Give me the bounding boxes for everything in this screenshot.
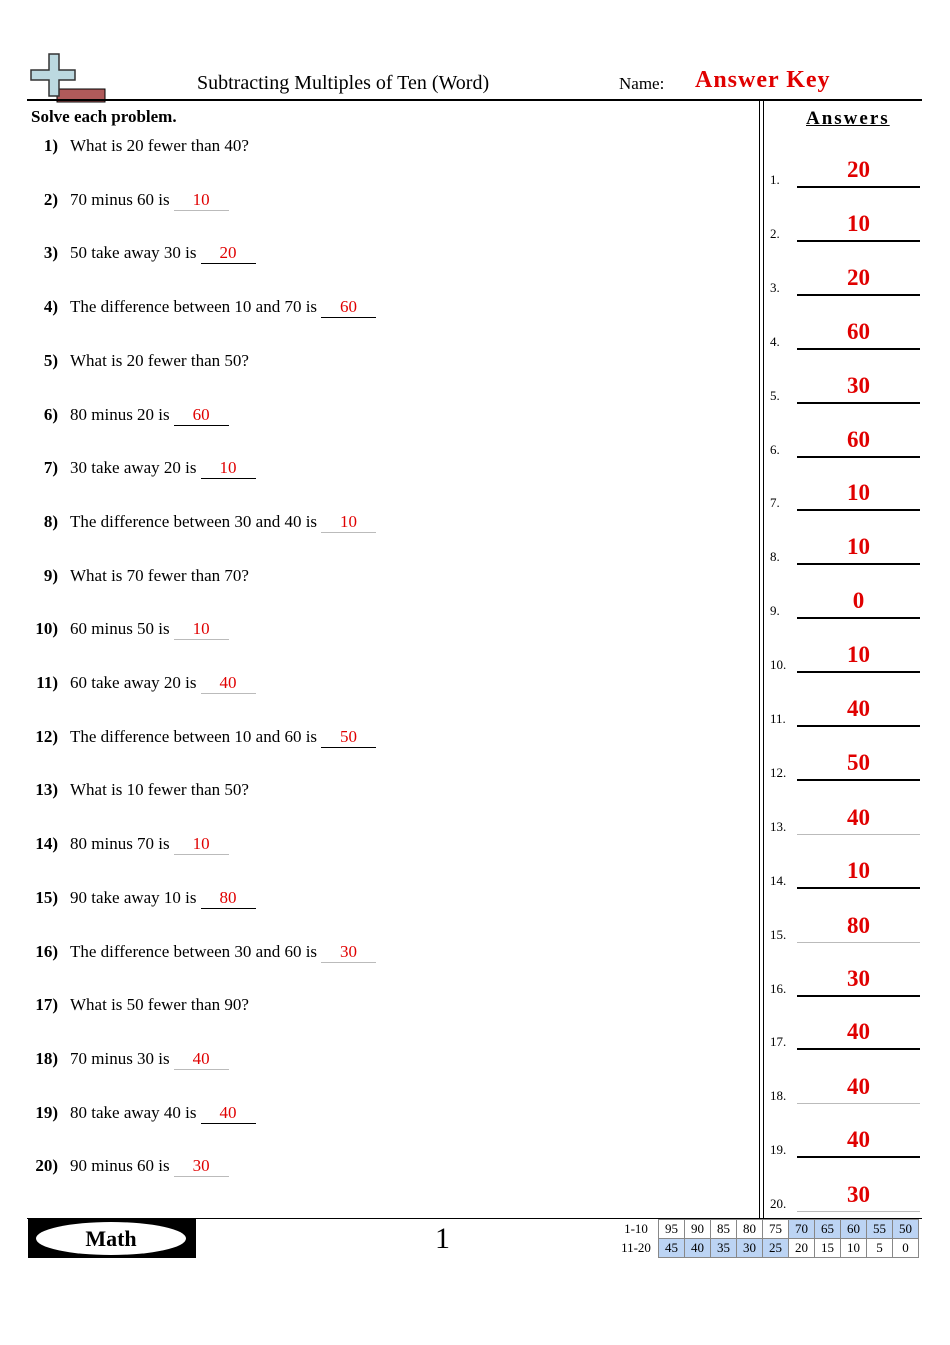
answer-number: 1.	[770, 172, 780, 187]
question-row	[30, 995, 249, 1021]
question-text: 60 minus 50 is	[70, 619, 170, 639]
answer-value[interactable]: 50	[797, 749, 920, 781]
score-cell: 75	[763, 1220, 789, 1239]
question-number: 19)	[35, 1102, 58, 1122]
answer-value[interactable]: 10	[797, 479, 920, 511]
question-number: 4)	[43, 297, 58, 317]
question-text: What is 20 fewer than 50?	[70, 350, 249, 370]
answer-row	[770, 805, 920, 835]
score-cell: 35	[711, 1239, 737, 1258]
answer-blank[interactable]: 10	[174, 834, 229, 855]
score-cell: 60	[841, 1220, 867, 1239]
score-row	[614, 1220, 919, 1239]
answer-value[interactable]: 60	[797, 318, 920, 350]
answer-row	[770, 428, 920, 458]
question-number: 1)	[43, 136, 58, 155]
plus-logo-icon	[27, 52, 109, 104]
score-cell: 65	[815, 1220, 841, 1239]
question-text: 50 take away 30 is	[70, 243, 197, 263]
answer-row	[770, 751, 920, 781]
question-row	[30, 297, 376, 323]
question-row	[30, 834, 229, 860]
answers-heading: Answers	[806, 108, 890, 129]
score-cell: 80	[737, 1220, 763, 1239]
answer-value[interactable]: 10	[797, 641, 920, 673]
question-number: 11)	[36, 673, 58, 692]
answer-row	[770, 374, 920, 404]
question-text: The difference between 30 and 60 is	[70, 941, 318, 961]
question-text: What is 50 fewer than 90?	[70, 995, 249, 1015]
answer-number: 17.	[770, 1034, 787, 1050]
answer-key-label: Answer Key	[695, 67, 831, 93]
answer-number: 20.	[770, 1196, 787, 1212]
answer-blank[interactable]: 10	[174, 619, 229, 640]
answer-value[interactable]: 40	[797, 1126, 920, 1158]
answer-value[interactable]: 40	[797, 1073, 920, 1104]
score-range-label: 11-20	[621, 1240, 651, 1255]
question-row	[30, 405, 229, 431]
question-row	[30, 243, 256, 269]
answers-column-divider	[759, 101, 760, 1219]
question-text: 80 minus 20 is	[70, 404, 170, 424]
question-row	[30, 351, 249, 377]
answer-blank[interactable]: 10	[321, 512, 376, 533]
question-text: 60 take away 20 is	[70, 673, 197, 692]
score-cell: 25	[763, 1239, 789, 1258]
question-text: The difference between 30 and 40 is	[70, 511, 318, 531]
question-number: 14)	[35, 834, 58, 854]
answer-number: 19.	[770, 1142, 787, 1158]
question-text: 90 minus 60 is	[70, 1156, 170, 1176]
answer-blank[interactable]: 60	[321, 297, 376, 318]
question-row	[30, 566, 249, 592]
question-row	[30, 780, 249, 806]
answer-row	[770, 1182, 920, 1212]
question-number: 16)	[35, 941, 58, 961]
score-table	[614, 1219, 919, 1258]
question-row	[30, 1103, 256, 1129]
score-cell: 70	[789, 1220, 815, 1239]
question-text: What is 10 fewer than 50?	[70, 780, 249, 800]
question-text: The difference between 10 and 70 is	[70, 297, 318, 317]
score-cell: 0	[893, 1239, 919, 1258]
question-row	[30, 673, 256, 699]
answer-number: 5.	[770, 387, 780, 403]
answer-blank[interactable]: 40	[174, 1049, 229, 1070]
answer-blank[interactable]: 40	[201, 1103, 256, 1124]
question-text: 30 take away 20 is	[70, 458, 197, 478]
question-number: 9)	[43, 565, 58, 585]
question-text: 70 minus 60 is	[70, 189, 170, 209]
answer-row	[770, 535, 920, 565]
question-number: 5)	[43, 350, 58, 370]
score-range-label: 1-10	[624, 1221, 648, 1236]
answer-row	[770, 589, 920, 619]
answer-value[interactable]: 30	[797, 1181, 920, 1212]
question-row	[30, 1156, 229, 1182]
header-divider	[27, 99, 922, 101]
score-cell: 40	[685, 1239, 711, 1258]
question-number: 15)	[35, 887, 58, 907]
answer-row	[770, 967, 920, 997]
question-row	[30, 1049, 229, 1075]
question-number: 10)	[35, 619, 58, 639]
question-text: 80 take away 40 is	[70, 1102, 197, 1122]
answer-number: 14.	[770, 872, 787, 888]
score-cell: 45	[659, 1239, 685, 1258]
question-text: 90 take away 10 is	[70, 887, 197, 907]
answer-row	[770, 1020, 920, 1050]
question-text: What is 70 fewer than 70?	[70, 565, 249, 585]
score-cell: 30	[737, 1239, 763, 1258]
answer-blank[interactable]: 50	[321, 727, 376, 748]
answer-row	[770, 859, 920, 889]
score-cell: 90	[685, 1220, 711, 1239]
answer-number: 2.	[770, 225, 780, 241]
question-row	[30, 727, 376, 753]
answer-value[interactable]: 40	[797, 695, 920, 727]
answer-row	[770, 158, 920, 188]
answer-row	[770, 212, 920, 242]
answer-row	[770, 481, 920, 511]
answer-blank[interactable]: 30	[321, 942, 376, 963]
answer-number: 18.	[770, 1088, 787, 1104]
answer-blank[interactable]: 10	[174, 190, 229, 211]
answer-blank[interactable]: 40	[201, 673, 256, 694]
score-cell: 15	[815, 1239, 841, 1258]
answer-number: 15.	[770, 926, 787, 942]
answer-row	[770, 266, 920, 296]
answer-value[interactable]: 20	[797, 264, 920, 296]
question-number: 17)	[35, 995, 58, 1015]
question-number: 6)	[43, 404, 58, 424]
question-number: 12)	[35, 726, 58, 746]
score-cell: 50	[893, 1220, 919, 1239]
math-badge	[28, 1219, 196, 1258]
score-cell: 20	[789, 1239, 815, 1258]
question-text: What is 20 fewer than 40?	[70, 136, 249, 155]
answer-number: 10.	[770, 657, 787, 673]
answer-row	[770, 1128, 920, 1158]
question-number: 13)	[35, 780, 58, 800]
score-cell: 10	[841, 1239, 867, 1258]
question-row	[30, 136, 249, 162]
question-row	[30, 888, 256, 914]
question-row	[30, 190, 229, 216]
answer-value[interactable]: 10	[797, 210, 920, 242]
answer-value[interactable]: 80	[797, 912, 920, 943]
instructions: Solve each problem.	[31, 107, 177, 126]
question-row	[30, 619, 229, 645]
answer-number: 8.	[770, 549, 780, 565]
answer-number: 13.	[770, 818, 787, 834]
answer-row	[770, 643, 920, 673]
answer-number: 6.	[770, 441, 780, 457]
score-row	[614, 1239, 919, 1258]
question-row	[30, 942, 376, 968]
answer-number: 7.	[770, 495, 780, 511]
question-text: The difference between 10 and 60 is	[70, 726, 318, 746]
math-badge-label: Math	[36, 1222, 186, 1255]
answer-number: 16.	[770, 980, 787, 996]
answer-row	[770, 697, 920, 727]
answer-row	[770, 320, 920, 350]
page-number: 1	[435, 1222, 450, 1255]
question-row	[30, 458, 256, 484]
question-number: 3)	[43, 243, 58, 263]
answer-number: 4.	[770, 333, 780, 349]
answer-blank[interactable]: 20	[201, 243, 256, 264]
question-number: 8)	[43, 511, 58, 531]
question-number: 20)	[35, 1156, 58, 1176]
answer-value[interactable]: 10	[797, 857, 920, 889]
answer-number: 11.	[770, 711, 786, 726]
answer-blank[interactable]: 60	[174, 405, 229, 426]
answer-row	[770, 913, 920, 943]
worksheet-title: Subtracting Multiples of Ten (Word)	[197, 72, 490, 94]
score-cell: 5	[867, 1239, 893, 1258]
question-row	[30, 512, 376, 538]
answer-blank[interactable]: 80	[201, 888, 256, 909]
answer-value[interactable]: 60	[797, 426, 920, 458]
answers-column-divider	[763, 101, 764, 1219]
answer-number: 12.	[770, 764, 787, 780]
answer-blank[interactable]: 10	[201, 458, 256, 479]
answer-value[interactable]: 0	[797, 587, 920, 619]
score-cell: 85	[711, 1220, 737, 1239]
question-text: 70 minus 30 is	[70, 1048, 170, 1068]
answer-value[interactable]: 40	[797, 804, 920, 835]
score-cell: 55	[867, 1220, 893, 1239]
answer-blank[interactable]: 30	[174, 1156, 229, 1177]
answer-value[interactable]: 30	[797, 965, 920, 997]
question-number: 18)	[35, 1048, 58, 1068]
answer-row	[770, 1074, 920, 1104]
answer-number: 3.	[770, 279, 780, 295]
question-number: 7)	[43, 458, 58, 478]
answer-value[interactable]: 30	[797, 372, 920, 404]
question-number: 2)	[43, 189, 58, 209]
score-cell: 95	[659, 1220, 685, 1239]
name-label: Name:	[619, 74, 665, 93]
question-text: 80 minus 70 is	[70, 834, 170, 854]
answer-value[interactable]: 10	[797, 533, 920, 565]
answer-value[interactable]: 20	[797, 156, 920, 188]
answer-value[interactable]: 40	[797, 1018, 920, 1050]
answer-number: 9.	[770, 603, 780, 619]
